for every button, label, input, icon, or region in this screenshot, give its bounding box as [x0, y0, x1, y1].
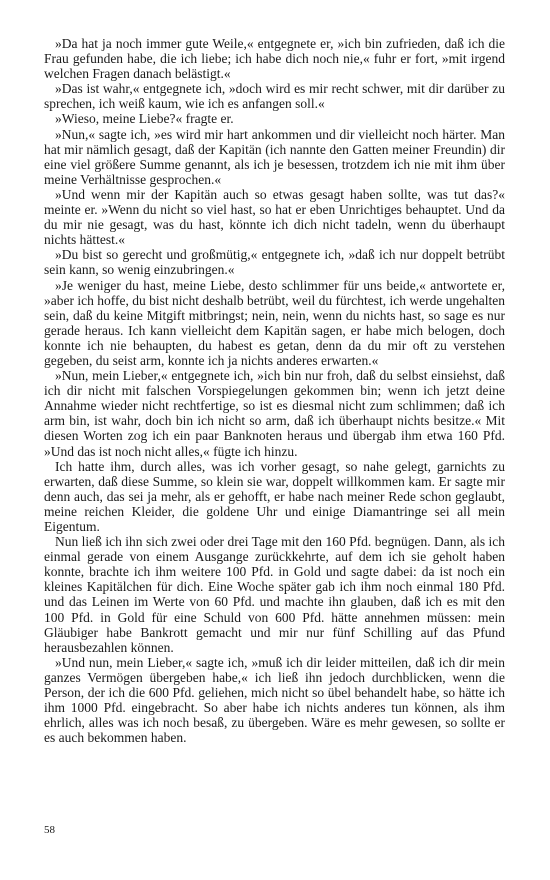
paragraph: Ich hatte ihm, durch alles, was ich vorher gesagt, so nahe gelegt, garnichts zu erwarten, daß diese Summe, so klein sie war, doppelt willkommen kam. Er sagte mir denn auch, das sei ja mehr, als er gehofft, er habe nach meiner Rede schon geglaubt, meine reichen Kleider, die goldene Uhr und einige Diamantringe sei all mein Eigentum. [44, 458, 505, 534]
paragraph: »Nun, mein Lieber,« entgegnete ich, »ich bin nur froh, daß du selbst einsiehst, daß ich dir nicht mit falschen Vorspiegelungen gekommen bin; wenn ich jetzt deine Annahme wieder nicht rechtfertige, so ist es diesmal nicht zum schlimmen; daß ich arm bin, ist wahr, doch bin ich nicht so arm, daß ich überhaupt nichts besitze.« Mit diesen Worten zog ich ein paar Banknoten heraus und übergab ihm etwa 160 Pfd. »Und das ist noch nicht alles,« fügte ich hinzu. [44, 368, 505, 459]
paragraph: Nun ließ ich ihn sich zwei oder drei Tage mit den 160 Pfd. begnügen. Dann, als ich einmal gerade von einem Ausgange zurückkehrte, auf dem ich sie geholt haben konnte, brachte ich ihm weitere 100 Pfd. in Gold und sagte dabei: da ist noch ein kleines Kapitälchen für dich. Eine Woche später gab ich ihm noch einmal 180 Pfd. und das Leinen im Werte von 60 Pfd. und machte ihn glauben, daß ich es mit den 100 Pfd. in Gold für eine Schuld von 600 Pfd. hätte annehmen müssen: mein Gläubiger habe Bankrott gemacht und mir nur fünf Schilling auf das Pfund herausbezahlen können. [44, 534, 505, 655]
paragraph: »Nun,« sagte ich, »es wird mir hart ankommen und dir vielleicht noch härter. Man hat mir nämlich gesagt, daß der Kapitän (ich nannte den Gatten meiner Freundin) dir eine viel größere Summe genannt, als ich je besessen, trotzdem ich nie mit ihm über meine Verhältnisse gesprochen.« [44, 126, 505, 187]
paragraph: »Wieso, meine Liebe?« fragte er. [55, 111, 234, 127]
paragraph: »Das ist wahr,« entgegnete ich, »doch wird es mir recht schwer, mit dir darüber zu sprechen, ich weiß kaum, wie ich es anfangen soll.« [44, 81, 505, 112]
page-body [44, 36, 505, 745]
paragraph: »Du bist so gerecht und großmütig,« entgegnete ich, »daß ich nur doppelt betrübt sein kann, so wenig einzubringen.« [44, 247, 505, 278]
paragraph: »Je weniger du hast, meine Liebe, desto schlimmer für uns beide,« antwortete er, »aber ich hoffe, du bist nicht deshalb betrübt, weil du fürchtest, ich werde ungehalten sein, daß du keine Mitgift mitbringst; nein, nein, wenn du nichts hast, so sage es nur gerade heraus. Ich kann vielleicht dem Kapitän sagen, er habe mich belogen, doch konnte ich nie behaupten, du habest es getan, denn da du mir oft zu verstehen gegeben, du seist arm, konnte ich ja nichts anderes erwarten.« [44, 277, 505, 368]
paragraph: »Da hat ja noch immer gute Weile,« entgegnete er, »ich bin zufrieden, daß ich die Frau gefunden habe, die ich liebe; ich habe dich noch nie,« fuhr er fort, »mit irgend welchen Fragen danach belästigt.« [44, 36, 505, 82]
paragraph: »Und nun, mein Lieber,« sagte ich, »muß ich dir leider mitteilen, daß ich dir mein ganzes Vermögen übergeben habe,« ich ließ ihn jedoch durchblicken, wenn die Person, der ich die 600 Pfd. geliehen, mich nicht so übel behandelt habe, so hätte ich ihm 1000 Pfd. eingebracht. So aber habe ich nichts anderes tun können, als ihm ehrlich, alles was ich noch besaß, zu übergeben. Wäre es mehr gewesen, so sollte er es auch bekommen haben. [44, 654, 505, 746]
paragraph: »Und wenn mir der Kapitän auch so etwas gesagt haben sollte, was tut das?« meinte er. »Wenn du nicht so viel hast, so hat er eben Unrichtiges behauptet. Und da du mir nie gesagt, was du hast, könnte ich dich nicht tadeln, wenn du überhaupt nichts hättest.« [44, 186, 505, 248]
page-number: 58 [44, 824, 55, 836]
